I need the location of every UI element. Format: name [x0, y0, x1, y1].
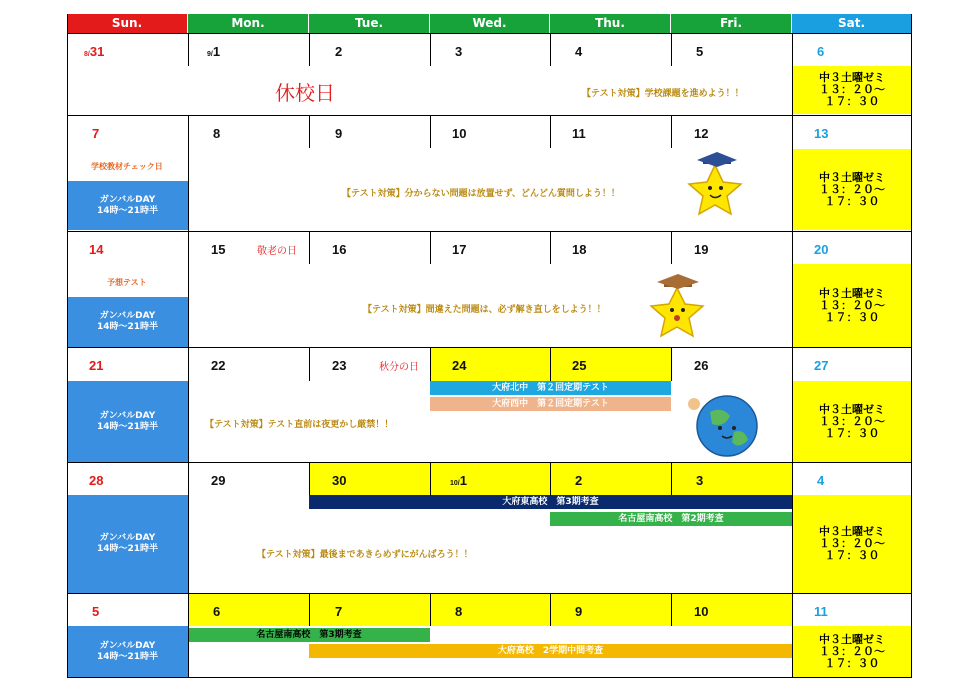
header-tue: Tue. — [309, 14, 430, 33]
day-number: 29 — [211, 473, 226, 488]
header-fri: Fri. — [671, 14, 792, 33]
seminar-block: 中３土曜ゼミ １３：２０〜 １７：３０ — [792, 495, 912, 593]
calendar — [67, 14, 912, 678]
day-number: 14 — [89, 242, 104, 257]
header-sat: Sat. — [792, 14, 912, 33]
star-mascot-icon — [675, 150, 755, 225]
day-number: 10 — [694, 604, 709, 619]
test-tip: 【テスト対策】テスト直前は夜更かし厳禁！！ — [205, 420, 394, 430]
header-mon: Mon. — [188, 14, 309, 33]
event-bar: 名古屋南高校 第3期考査 — [188, 628, 430, 642]
day-number: 17 — [452, 242, 467, 257]
day-number: 7 — [92, 126, 100, 141]
event-bar: 名古屋南高校 第2期考査 — [550, 512, 792, 526]
day-number: 9 — [335, 126, 343, 141]
day-number: 24 — [452, 358, 467, 373]
day-number: 5 — [92, 604, 100, 619]
day-number: 6 — [817, 44, 825, 59]
test-tip: 【テスト対策】分からない問題は放置せず、どんどん質問しよう！！ — [342, 189, 620, 199]
sunday-note: 予想テスト — [107, 278, 147, 287]
day-number: 23 — [332, 358, 347, 373]
day-number: 8/31 — [84, 44, 105, 59]
day-number: 10/1 — [450, 473, 467, 488]
seminar-block: 中３土曜ゼミ １３：２０〜 １７：３０ — [792, 381, 912, 463]
test-tip: 【テスト対策】学校課題を進めよう！！ — [582, 89, 744, 99]
day-number: 20 — [814, 242, 829, 257]
ganbaru-day-block: ガンバルDAY 14時〜21時半 — [67, 181, 188, 230]
day-number: 3 — [455, 44, 463, 59]
sunday-note: 学校教材チェック日 — [91, 162, 163, 171]
holiday-label: 秋分の日 — [379, 362, 419, 373]
ganbaru-day-block: ガンバルDAY 14時〜21時半 — [67, 495, 188, 593]
day-number: 22 — [211, 358, 226, 373]
day-number: 10 — [452, 126, 467, 141]
event-bar: 大府高校 2学期中間考査 — [309, 644, 792, 658]
star-mascot-icon — [637, 270, 717, 345]
day-number: 8 — [213, 126, 221, 141]
day-number: 5 — [696, 44, 704, 59]
seminar-block: 中３土曜ゼミ １３：２０〜 １７：３０ — [792, 66, 912, 114]
day-number: 28 — [89, 473, 104, 488]
event-bar: 大府北中 第２回定期テスト — [430, 381, 671, 395]
day-number: 18 — [572, 242, 587, 257]
day-number: 26 — [694, 358, 709, 373]
day-number: 9/1 — [207, 44, 221, 59]
seminar-block: 中３土曜ゼミ １３：２０〜 １７：３０ — [792, 149, 912, 230]
header-wed: Wed. — [430, 14, 550, 33]
day-number: 6 — [213, 604, 221, 619]
ganbaru-day-block: ガンバルDAY 14時〜21時半 — [67, 381, 188, 463]
day-number: 19 — [694, 242, 709, 257]
day-number: 3 — [696, 473, 704, 488]
day-number: 7 — [335, 604, 343, 619]
day-number: 13 — [814, 126, 829, 141]
day-number: 11 — [814, 604, 828, 619]
day-number: 21 — [89, 358, 104, 373]
day-number: 12 — [694, 126, 709, 141]
header-thu: Thu. — [550, 14, 671, 33]
test-tip: 【テスト対策】最後まであきらめずにがんばろう！！ — [257, 550, 473, 560]
event-bar: 大府西中 第２回定期テスト — [430, 397, 671, 411]
day-number: 25 — [572, 358, 587, 373]
day-number: 16 — [332, 242, 347, 257]
holiday-label: 敬老の日 — [257, 246, 297, 257]
day-number: 9 — [575, 604, 583, 619]
day-number: 2 — [575, 473, 583, 488]
test-tip: 【テスト対策】間違えた問題は、必ず解き直しをしよう！！ — [363, 305, 606, 315]
seminar-block: 中３土曜ゼミ １３：２０〜 １７：３０ — [792, 626, 912, 678]
ganbaru-day-block: ガンバルDAY 14時〜21時半 — [67, 626, 188, 678]
ganbaru-day-block: ガンバルDAY 14時〜21時半 — [67, 297, 188, 347]
day-number: 4 — [575, 44, 583, 59]
event-bar: 大府東高校 第3期考査 — [309, 495, 792, 509]
earth-mascot-icon — [682, 384, 772, 462]
day-number: 2 — [335, 44, 343, 59]
day-number: 30 — [332, 473, 347, 488]
day-number: 8 — [455, 604, 463, 619]
day-number: 4 — [817, 473, 825, 488]
day-number: 27 — [814, 358, 829, 373]
day-number: 11 — [572, 126, 586, 141]
closed-day-label: 休校日 — [275, 81, 335, 105]
header-sun: Sun. — [67, 14, 188, 33]
seminar-block: 中３土曜ゼミ １３：２０〜 １７：３０ — [792, 264, 912, 347]
day-number: 15 — [211, 242, 226, 257]
